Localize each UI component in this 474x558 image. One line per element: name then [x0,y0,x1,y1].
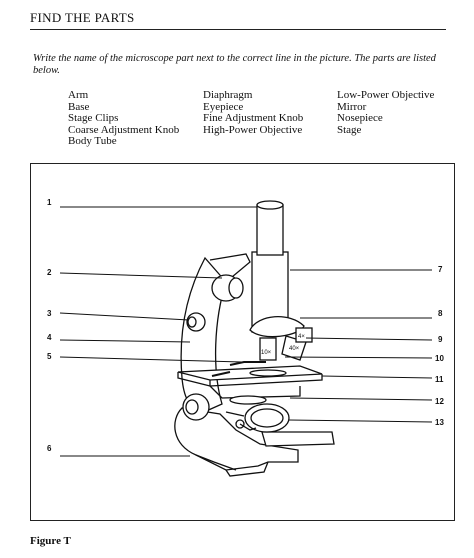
part-name: Mirror [337,100,367,113]
callout-number: 6 [47,444,52,453]
objective-4x-label: 4× [298,334,305,340]
part-name: Coarse Adjustment Knob [68,123,180,136]
instructions: Write the name of the microscope part next to the correct line in the picture. The parts are listed below. [33,53,436,76]
part-name: Stage Clips [68,112,119,125]
callout-number: 1 [47,198,52,207]
part-name: Stage [337,123,362,136]
objective-10x-label: 10× [261,350,272,356]
callout-number: 3 [47,309,52,318]
callout-number: 8 [438,309,443,318]
part-name: Eyepiece [203,100,244,113]
part-name: High-Power Objective [203,123,303,136]
part-name: Arm [68,89,89,101]
callout-number: 7 [438,265,443,274]
figure-caption: Figure T [30,535,71,547]
part-name: Fine Adjustment Knob [203,112,304,125]
callout-number: 9 [438,335,443,344]
part-name: Body Tube [68,135,117,148]
callout-number: 13 [435,418,444,427]
part-name: Nosepiece [337,112,383,125]
part-name: Base [68,100,90,113]
objective-40x-label: 40× [289,346,300,352]
callout-number: 4 [47,333,52,342]
worksheet-title: FIND THE PARTS [30,10,135,25]
part-name: Diaphragm [203,89,253,101]
callout-number: 12 [435,397,444,406]
callout-number: 10 [435,354,444,363]
callout-number: 5 [47,352,52,361]
callout-number: 11 [435,375,444,384]
part-name: Low-Power Objective [337,89,435,101]
callout-number: 2 [47,268,52,277]
